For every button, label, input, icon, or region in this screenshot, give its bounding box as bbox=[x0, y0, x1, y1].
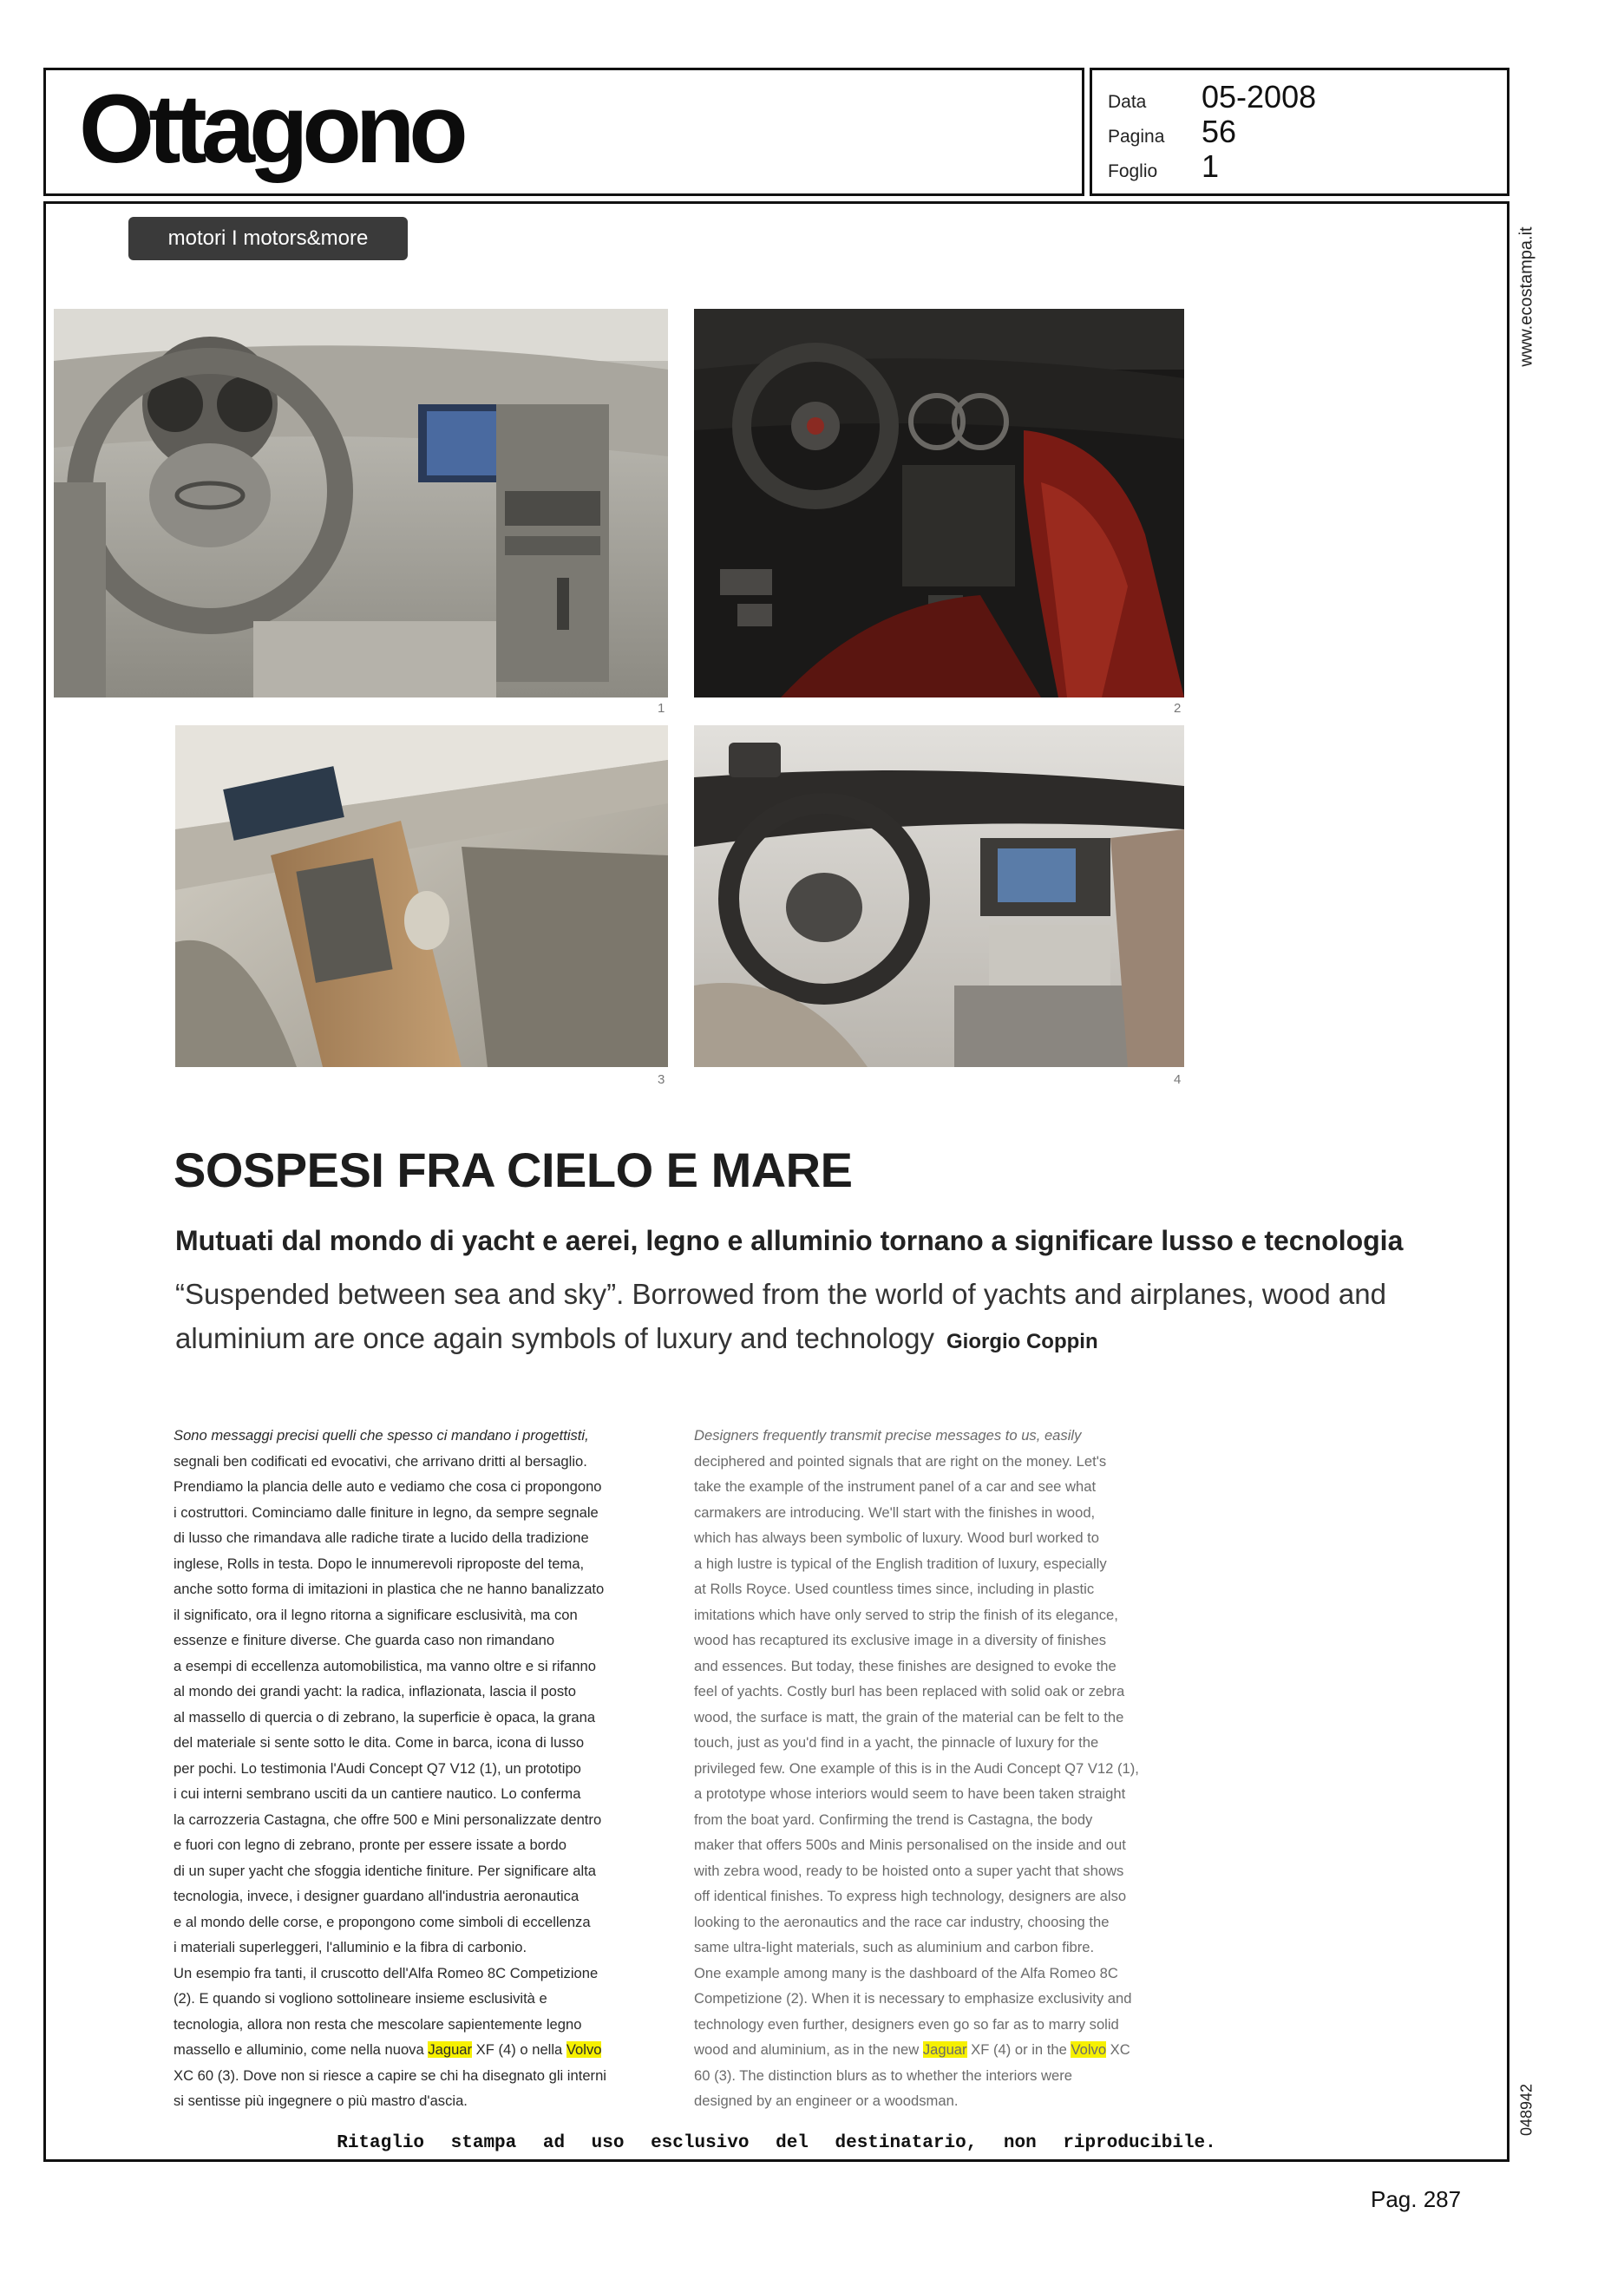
body-en-line: with zebra wood, ready to be hoisted onto a super yacht that shows bbox=[694, 1862, 1124, 1879]
side-url bbox=[1511, 210, 1542, 383]
body-it-line: segnali ben codificati ed evocativi, che arrivano dritti al bersaglio. bbox=[174, 1452, 587, 1470]
date-label: Data bbox=[1108, 92, 1147, 112]
body-en-line: feel of yachts. Costly burl has been replaced with solid oak or zebra bbox=[694, 1683, 1125, 1699]
masthead bbox=[43, 68, 1084, 196]
body-it-line: per pochi. Lo testimonia l'Audi Concept Q7 V12 (1), un prototipo bbox=[174, 1759, 581, 1777]
body-en-segment: XF (4) or in the bbox=[966, 2041, 1071, 2058]
body-it-line: Prendiamo la plancia delle auto e vediamo che cosa ci propongono bbox=[174, 1478, 602, 1495]
body-en-line: designed by an engineer or a woodsman. bbox=[694, 2092, 959, 2109]
body-it-line: il significato, ora il legno ritorna a significare esclusività, ma con bbox=[174, 1606, 578, 1623]
jaguar-interior-image bbox=[694, 725, 1184, 1067]
body-en-line: wood has recaptured its exclusive image in a diversity of finishes bbox=[694, 1632, 1106, 1648]
photo-volvo-interior bbox=[175, 725, 668, 1067]
date-value: 05-2008 bbox=[1202, 79, 1317, 115]
sheet-value: 1 bbox=[1202, 148, 1220, 184]
body-en-line: off identical finishes. To express high technology, designers are also bbox=[694, 1888, 1127, 1904]
body-it-line: inglese, Rolls in testa. Dopo le innumerevoli riproposte del tema, bbox=[174, 1555, 585, 1572]
body-en-line: One example among many is the dashboard of the Alfa Romeo 8C bbox=[694, 1964, 1118, 1981]
photo-1-number: 1 bbox=[658, 701, 665, 716]
body-en-line: Designers frequently transmit precise messages to us, easily bbox=[694, 1427, 1082, 1444]
photo-jaguar-interior bbox=[694, 725, 1184, 1067]
body-en-line: privileged few. One example of this is in the Audi Concept Q7 V12 (1), bbox=[694, 1759, 1139, 1777]
body-it-line: i cui interni sembrano usciti da un cantiere nautico. Lo conferma bbox=[174, 1785, 581, 1802]
magazine-logo: Ottagono bbox=[79, 75, 462, 183]
alfa-interior-image bbox=[694, 309, 1184, 697]
volvo-interior-image bbox=[175, 725, 668, 1067]
body-it-line: di un super yacht che sfoggia identiche finiture. Per significare alta bbox=[174, 1862, 597, 1879]
body-it-line: anche sotto forma di imitazioni in plastica che ne hanno banalizzato bbox=[174, 1581, 605, 1597]
article-subtitle-it: Mutuati dal mondo di yacht e aerei, legno e alluminio tornano a significare lusso e tecnologia bbox=[175, 1225, 1404, 1256]
subtitle-en-text: “Suspended between sea and sky”. Borrowed from the world of yachts and airplanes, wood and aluminium are once again symbols of luxury and technology bbox=[175, 1278, 1386, 1354]
body-it-line: i costruttori. Cominciamo dalle finiture in legno, da sempre segnale bbox=[174, 1503, 599, 1521]
body-en-segment: XC bbox=[1106, 2041, 1130, 2058]
body-en-line: 60 (3). The distinction blurs as to whether the interiors were bbox=[694, 2066, 1072, 2084]
body-it-line-brands bbox=[174, 2037, 677, 2063]
highlight-jaguar: Jaguar bbox=[922, 2041, 967, 2058]
body-en-line: imitations which have only served to strip the finish of its elegance, bbox=[694, 1606, 1118, 1623]
highlight-volvo: Volvo bbox=[1071, 2041, 1107, 2058]
body-en-line: wood, the surface is matt, the grain of the material can be felt to the bbox=[694, 1708, 1124, 1726]
body-it-line: tecnologia, allora non resta che mescolare sapientemente legno bbox=[174, 2015, 582, 2033]
highlight-jaguar: Jaguar bbox=[428, 2041, 473, 2058]
body-en-line: and essences. But today, these finishes are designed to evoke the bbox=[694, 1657, 1116, 1674]
body-it-line: di lusso che rimandava alle radiche tirate a lucido della tradizione bbox=[174, 1529, 589, 1546]
photo-4-number: 4 bbox=[1174, 1072, 1182, 1087]
page-row bbox=[1108, 114, 1236, 150]
body-it-line: Un esempio fra tanti, il cruscotto dell'Alfa Romeo 8C Competizione bbox=[174, 1964, 599, 1981]
body-it-line: XC 60 (3). Dove non si riesce a capire se chi ha disegnato gli interni bbox=[174, 2066, 606, 2084]
photo-2-number: 2 bbox=[1174, 701, 1182, 716]
page-value: 56 bbox=[1202, 114, 1237, 149]
body-it-segment: XF (4) o nella bbox=[472, 2041, 566, 2058]
body-en-segment: wood and aluminium, as in the new bbox=[694, 2041, 923, 2058]
publication-info-box bbox=[1090, 68, 1509, 196]
audi-interior-image bbox=[54, 309, 668, 697]
body-it-line: e al mondo delle corse, e propongono come simboli di eccellenza bbox=[174, 1913, 591, 1930]
sheet-label: Foglio bbox=[1108, 161, 1158, 181]
body-it-segment: massello e alluminio, come nella nuova bbox=[174, 2041, 429, 2058]
photo-3-number: 3 bbox=[658, 1072, 665, 1087]
article-title: SOSPESI FRA CIELO E MARE bbox=[174, 1143, 853, 1197]
photo-audi-interior bbox=[54, 309, 668, 697]
section-tag: motori I motors&more bbox=[128, 217, 408, 260]
body-en-line: at Rolls Royce. Used countless times since, including in plastic bbox=[694, 1581, 1095, 1597]
body-it-line: a esempi di eccellenza automobilistica, ma vanno oltre e si rifanno bbox=[174, 1657, 597, 1674]
body-it-line: essenze e finiture diverse. Che guarda caso non rimandano bbox=[174, 1632, 555, 1648]
body-it-line: del materiale si sente sotto le dita. Come in barca, icona di lusso bbox=[174, 1734, 585, 1751]
body-en-line: deciphered and pointed signals that are right on the money. Let's bbox=[694, 1452, 1107, 1470]
article-author: Giorgio Coppin bbox=[946, 1330, 1098, 1353]
side-code bbox=[1511, 2075, 1542, 2145]
page-number: Pag. 287 bbox=[1371, 2186, 1462, 2212]
body-it-line: Sono messaggi precisi quelli che spesso ci mandano i progettisti, bbox=[174, 1427, 589, 1444]
body-en-line: Competizione (2). When it is necessary to emphasize exclusivity and bbox=[694, 1990, 1132, 2007]
body-en-line: a high lustre is typical of the English tradition of luxury, especially bbox=[694, 1555, 1107, 1572]
body-en-line: which has always been symbolic of luxury. Wood burl worked to bbox=[694, 1529, 1099, 1546]
body-it-line: si sentisse più ingegnere o più mastro d'ascia. bbox=[174, 2092, 468, 2109]
body-en-line-brands bbox=[694, 2037, 1197, 2063]
body-it-line: (2). E quando si vogliono sottolineare insieme esclusività e bbox=[174, 1990, 547, 2007]
body-it-line: la carrozzeria Castagna, che offre 500 e Mini personalizzate dentro bbox=[174, 1811, 602, 1828]
side-code-text: 048942 bbox=[1517, 2083, 1536, 2137]
body-it-line: al mondo dei grandi yacht: la radica, inflazionata, lascia il posto bbox=[174, 1683, 576, 1699]
photo-alfa-interior bbox=[694, 309, 1184, 697]
article-subtitle-en bbox=[175, 1272, 1433, 1364]
body-en-line: from the boat yard. Confirming the trend is Castagna, the body bbox=[694, 1811, 1093, 1828]
body-en-line: carmakers are introducing. We'll start with the finishes in wood, bbox=[694, 1503, 1096, 1521]
body-it-line: tecnologia, invece, i designer guardano all'industria aeronautica bbox=[174, 1888, 580, 1904]
body-it-line: e fuori con legno di zebrano, pronte per essere issate a bordo bbox=[174, 1837, 566, 1853]
highlight-volvo: Volvo bbox=[566, 2041, 602, 2058]
body-en-line: same ultra-light materials, such as aluminium and carbon fibre. bbox=[694, 1939, 1095, 1955]
body-en-line: touch, just as you'd find in a yacht, the pinnacle of luxury for the bbox=[694, 1734, 1099, 1751]
body-en-line: looking to the aeronautics and the race car industry, choosing the bbox=[694, 1913, 1110, 1930]
body-en-line: a prototype whose interiors would seem to have been taken straight bbox=[694, 1785, 1126, 1802]
date-row bbox=[1108, 79, 1316, 115]
body-it-line: al massello di quercia o di zebrano, la superficie è opaca, la grana bbox=[174, 1708, 596, 1726]
body-en-line: maker that offers 500s and Minis personalised on the inside and out bbox=[694, 1837, 1126, 1853]
body-it-line: i materiali superleggeri, l'alluminio e la fibra di carbonio. bbox=[174, 1939, 527, 1955]
reproduction-notice: Ritaglio stampa ad uso esclusivo del destinatario, non riproducibile. bbox=[337, 2133, 1216, 2153]
body-column-english bbox=[694, 1423, 1197, 2114]
body-en-line: technology even further, designers even go so far as to marry solid bbox=[694, 2015, 1119, 2033]
body-column-italian bbox=[174, 1423, 677, 2114]
side-url-text: www.ecostampa.it bbox=[1516, 226, 1536, 367]
body-en-line: take the example of the instrument panel of a car and see what bbox=[694, 1478, 1097, 1495]
sheet-row bbox=[1108, 148, 1219, 185]
page-label: Pagina bbox=[1108, 127, 1165, 147]
